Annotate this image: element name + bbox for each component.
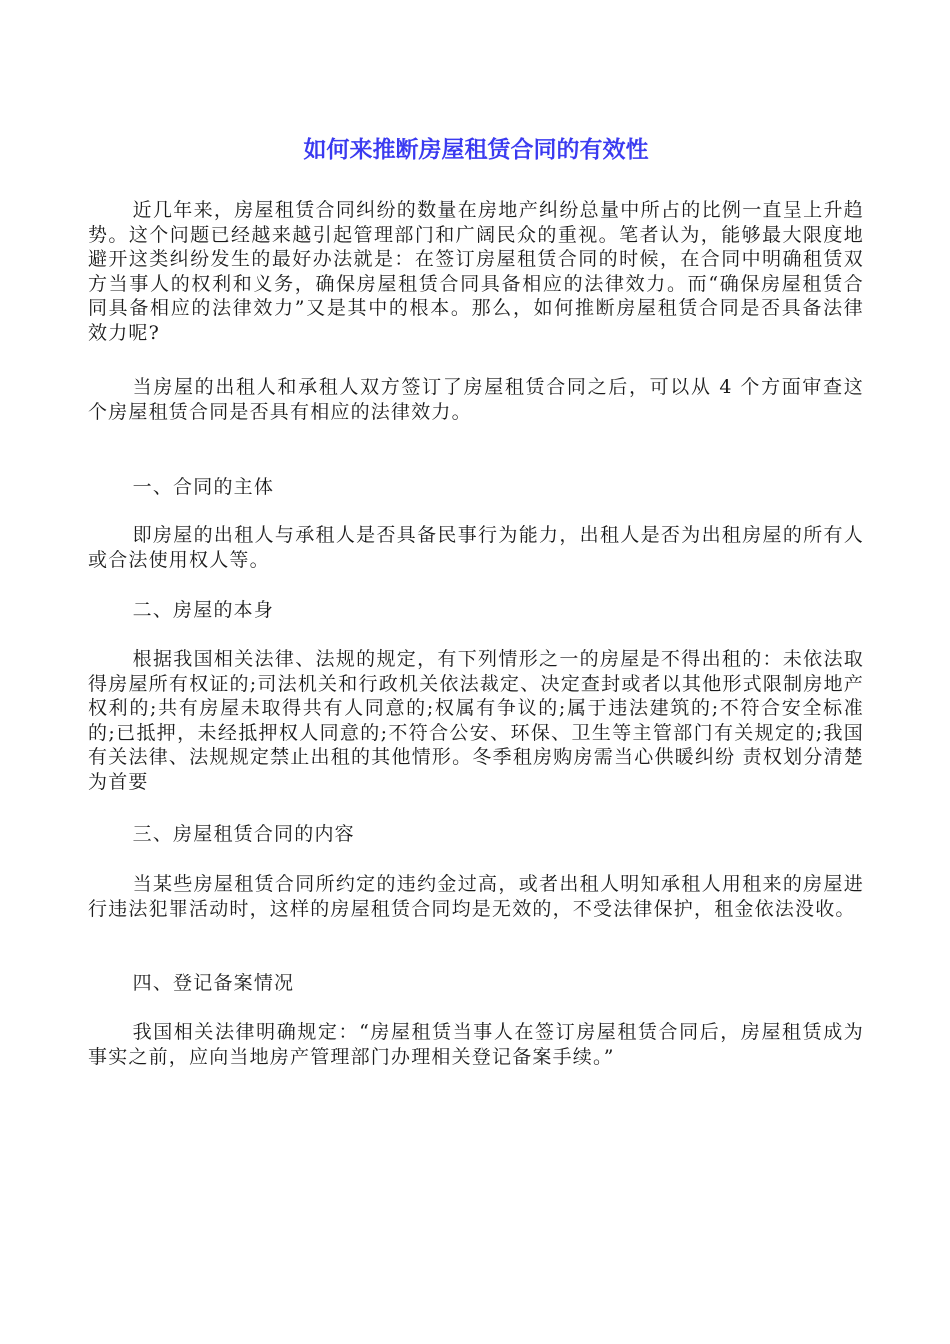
section1-paragraph: 即房屋的出租人与承租人是否具备民事行为能力，出租人是否为出租房屋的所有人或合法使用权人等。 bbox=[88, 524, 864, 571]
section2-paragraph: 根据我国相关法律、法规的规定，有下列情形之一的房屋是不得出租的：未依法取得房屋所有权证的;司法机关和行政机关依法裁定、决定查封或者以其他形式限制房地产权利的;共有房屋未取得共有人同意的;权属有争议的;属于违法建筑的;不符合安全标准的;已抵押，未经抵押权人同意的;不符合公安、环保、卫生等主管部门有关规定的;我国有关法律、法规规定禁止出租的其他情形。冬季租房购房需当心供暖纠纷 责权划分清楚为首要 bbox=[88, 648, 864, 793]
section-heading-subject: 一、合同的主体 bbox=[132, 476, 275, 498]
section-heading-contents: 三、房屋租赁合同的内容 bbox=[132, 823, 355, 845]
section-heading-registration: 四、登记备案情况 bbox=[132, 972, 295, 994]
overview-paragraph: 当房屋的出租人和承租人双方签订了房屋租赁合同之后，可以从 4 个方面审查这个房屋租赁合同是否具有相应的法律效力。 bbox=[88, 376, 864, 423]
section3-paragraph: 当某些房屋租赁合同所约定的违约金过高，或者出租人明知承租人用租来的房屋进行违法犯罪活动时，这样的房屋租赁合同均是无效的，不受法律保护，租金依法没收。 bbox=[88, 873, 864, 920]
intro-paragraph: 近几年来，房屋租赁合同纠纷的数量在房地产纠纷总量中所占的比例一直呈上升趋势。这个问题已经越来越引起管理部门和广阔民众的重视。笔者认为，能够最大限度地避开这类纠纷发生的最好办法就是：在签订房屋租赁合同的时候，在合同中明确租赁双方当事人的权利和义务，确保房屋租赁合同具备相应的法律效力。而“确保房屋租赁合同具备相应的法律效力”又是其中的根本。那么，如何推断房屋租赁合同是否具备法律效力呢? bbox=[88, 199, 864, 344]
document-title: 如何来推断房屋租赁合同的有效性 bbox=[303, 137, 649, 163]
section-heading-property: 二、房屋的本身 bbox=[132, 599, 275, 621]
section4-paragraph: 我国相关法律明确规定：“房屋租赁当事人在签订房屋租赁合同后，房屋租赁成为事实之前，应向当地房产管理部门办理相关登记备案手续。” bbox=[88, 1021, 864, 1068]
